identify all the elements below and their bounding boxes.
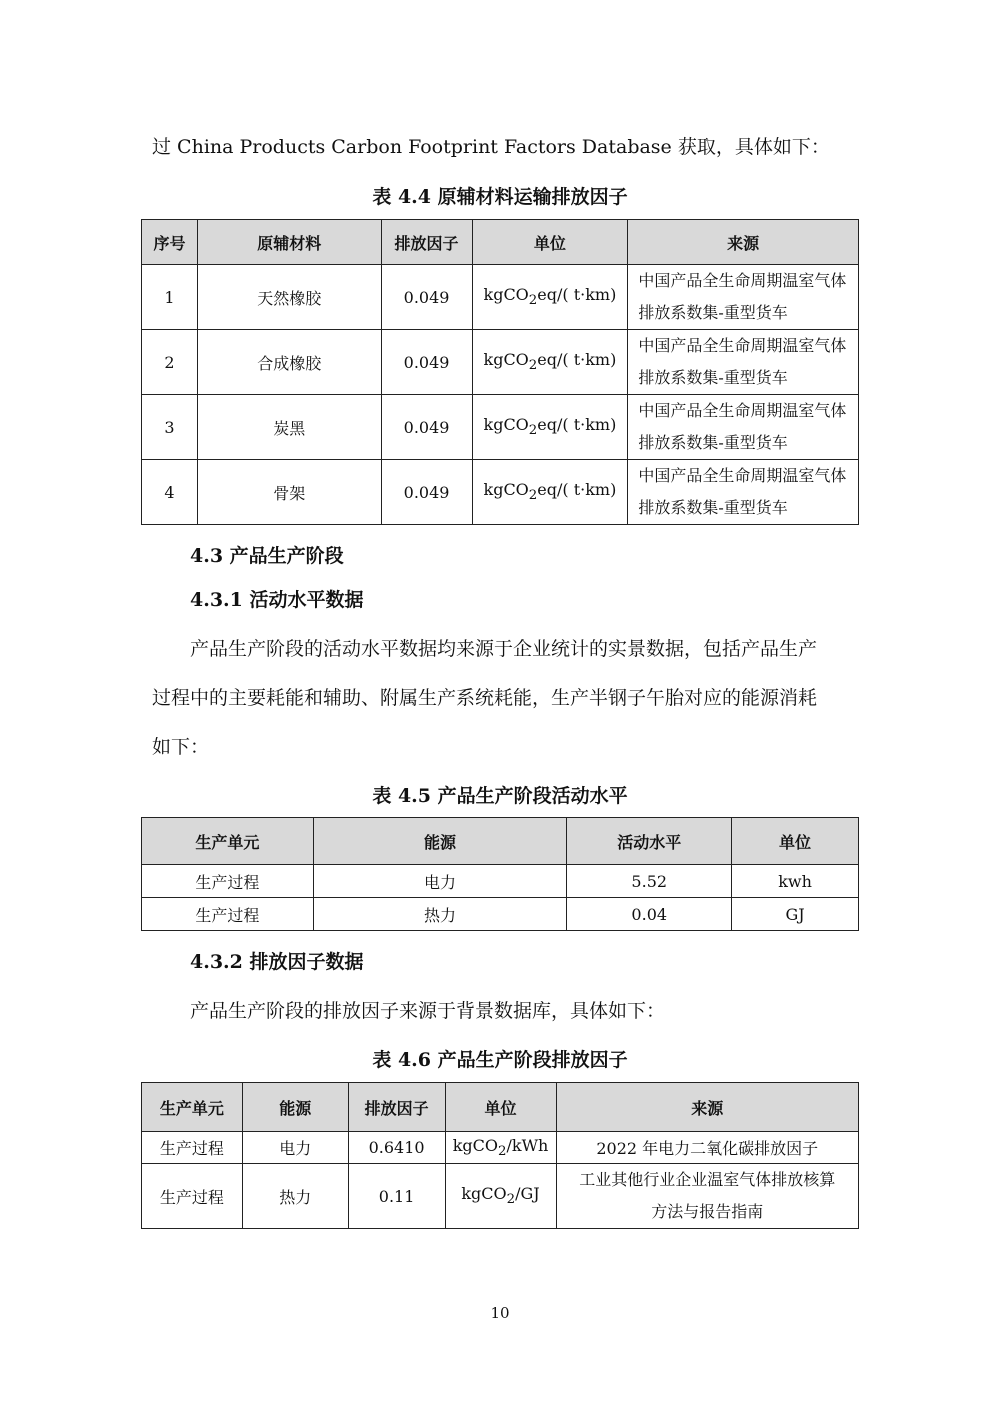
table-row — [142, 265, 859, 330]
source-cell — [628, 330, 859, 395]
header-cell: 生产单元 — [142, 1083, 243, 1132]
paragraph-line: 产品生产阶段的排放因子来源于背景数据库，具体如下： — [190, 1000, 666, 1022]
section-heading-4-3: 4.3 产品生产阶段 — [190, 545, 344, 567]
header-cell: 能源 — [242, 1083, 348, 1132]
material-name: 炭黑 — [197, 395, 381, 460]
table-header-row — [142, 220, 859, 265]
source-cell — [628, 395, 859, 460]
activity-level: 5.52 — [567, 865, 732, 898]
energy-type: 热力 — [313, 898, 567, 931]
unit-subscript: 2 — [498, 1144, 507, 1160]
emission-factor: 0.6410 — [348, 1132, 445, 1164]
source-line: 中国产品全生命周期温室气体 — [638, 271, 847, 290]
header-cell: 排放因子 — [381, 220, 472, 265]
emission-factor: 0.049 — [381, 265, 472, 330]
material-name: 天然橡胶 — [197, 265, 381, 330]
activity-level: 0.04 — [567, 898, 732, 931]
intro-paragraph: 过 China Products Carbon Footprint Factors Database 获取，具体如下： — [152, 136, 830, 158]
header-cell: 序号 — [142, 220, 198, 265]
unit-cell — [472, 265, 628, 330]
table-row — [142, 865, 859, 898]
unit-text: kgCO — [483, 350, 529, 370]
source-line: 方法与报告指南 — [651, 1202, 764, 1221]
header-cell: 单位 — [732, 818, 859, 865]
source-line: 工业其他行业企业温室气体排放核算 — [579, 1170, 836, 1189]
row-number: 2 — [142, 330, 198, 395]
source-cell — [628, 265, 859, 330]
unit-text: kgCO — [452, 1135, 499, 1155]
unit-text: /GJ — [515, 1184, 540, 1204]
emission-factor: 0.049 — [381, 460, 472, 525]
table-row — [142, 1164, 859, 1229]
unit-cell — [472, 460, 628, 525]
header-cell: 来源 — [628, 220, 859, 265]
unit-text: eq/( t·km) — [537, 350, 617, 370]
unit-text: kgCO — [483, 285, 529, 305]
table-4-5 — [141, 817, 859, 931]
header-cell: 活动水平 — [567, 818, 732, 865]
table-row — [142, 395, 859, 460]
unit-text: eq/( t·km) — [537, 415, 617, 435]
production-unit: 生产过程 — [142, 1132, 243, 1164]
section-heading-4-3-2: 4.3.2 排放因子数据 — [190, 951, 364, 973]
table-row — [142, 460, 859, 525]
emission-factor: 0.049 — [381, 330, 472, 395]
energy-type: 热力 — [242, 1164, 348, 1229]
unit-cell — [472, 330, 628, 395]
emission-factor: 0.049 — [381, 395, 472, 460]
source-line: 排放系数集-重型货车 — [638, 498, 788, 517]
source-line: 中国产品全生命周期温室气体 — [638, 336, 847, 355]
source-line: 排放系数集-重型货车 — [638, 368, 788, 387]
page-number: 10 — [490, 1304, 510, 1322]
unit-cell — [445, 1164, 556, 1229]
row-number: 3 — [142, 395, 198, 460]
header-cell: 来源 — [556, 1083, 858, 1132]
header-cell: 生产单元 — [142, 818, 314, 865]
unit-text: kgCO — [461, 1184, 507, 1204]
table-row — [142, 1132, 859, 1164]
unit-subscript: 2 — [506, 1192, 516, 1208]
table-4-4-caption: 表 4.4 原辅材料运输排放因子 — [372, 186, 628, 208]
unit-text: /kWh — [506, 1135, 549, 1155]
source-line: 中国产品全生命周期温室气体 — [638, 401, 847, 420]
unit-subscript: 2 — [528, 488, 538, 504]
table-row — [142, 898, 859, 931]
table-row — [142, 330, 859, 395]
unit-text: kgCO — [483, 415, 529, 435]
unit-subscript: 2 — [528, 358, 538, 374]
paragraph-line: 过程中的主要耗能和辅助、附属生产系统耗能，生产半钢子午胎对应的能源消耗 — [152, 687, 818, 709]
source-line: 排放系数集-重型货车 — [638, 303, 788, 322]
production-unit: 生产过程 — [142, 1164, 243, 1229]
header-cell: 单位 — [472, 220, 628, 265]
paragraph-line: 如下： — [152, 736, 210, 758]
table-4-5-caption: 表 4.5 产品生产阶段活动水平 — [372, 785, 628, 807]
source-cell — [628, 460, 859, 525]
table-4-4 — [141, 219, 859, 525]
unit-cell: kwh — [732, 865, 859, 898]
source-cell: 2022 年电力二氧化碳排放因子 — [556, 1132, 858, 1164]
source-cell — [556, 1164, 858, 1229]
paragraph-line: 产品生产阶段的活动水平数据均来源于企业统计的实景数据，包括产品生产 — [190, 638, 818, 660]
unit-text: kgCO — [483, 480, 529, 500]
emission-factor: 0.11 — [348, 1164, 445, 1229]
table-header-row — [142, 1083, 859, 1132]
table-4-6-caption: 表 4.6 产品生产阶段排放因子 — [372, 1049, 628, 1071]
section-heading-4-3-1: 4.3.1 活动水平数据 — [190, 589, 364, 611]
source-line: 中国产品全生命周期温室气体 — [638, 466, 847, 485]
row-number: 4 — [142, 460, 198, 525]
source-line: 排放系数集-重型货车 — [638, 433, 788, 452]
table-header-row — [142, 818, 859, 865]
production-unit: 生产过程 — [142, 865, 314, 898]
unit-cell — [445, 1132, 556, 1164]
header-cell: 单位 — [445, 1083, 556, 1132]
header-cell: 能源 — [313, 818, 567, 865]
unit-subscript: 2 — [528, 423, 538, 439]
energy-type: 电力 — [313, 865, 567, 898]
unit-subscript: 2 — [528, 293, 538, 309]
table-4-6 — [141, 1082, 859, 1229]
header-cell: 原辅材料 — [197, 220, 381, 265]
unit-text: eq/( t·km) — [537, 285, 617, 305]
row-number: 1 — [142, 265, 198, 330]
energy-type: 电力 — [242, 1132, 348, 1164]
unit-cell — [472, 395, 628, 460]
header-cell: 排放因子 — [348, 1083, 445, 1132]
material-name: 骨架 — [197, 460, 381, 525]
material-name: 合成橡胶 — [197, 330, 381, 395]
unit-cell: GJ — [732, 898, 859, 931]
unit-text: eq/( t·km) — [537, 480, 617, 500]
production-unit: 生产过程 — [142, 898, 314, 931]
